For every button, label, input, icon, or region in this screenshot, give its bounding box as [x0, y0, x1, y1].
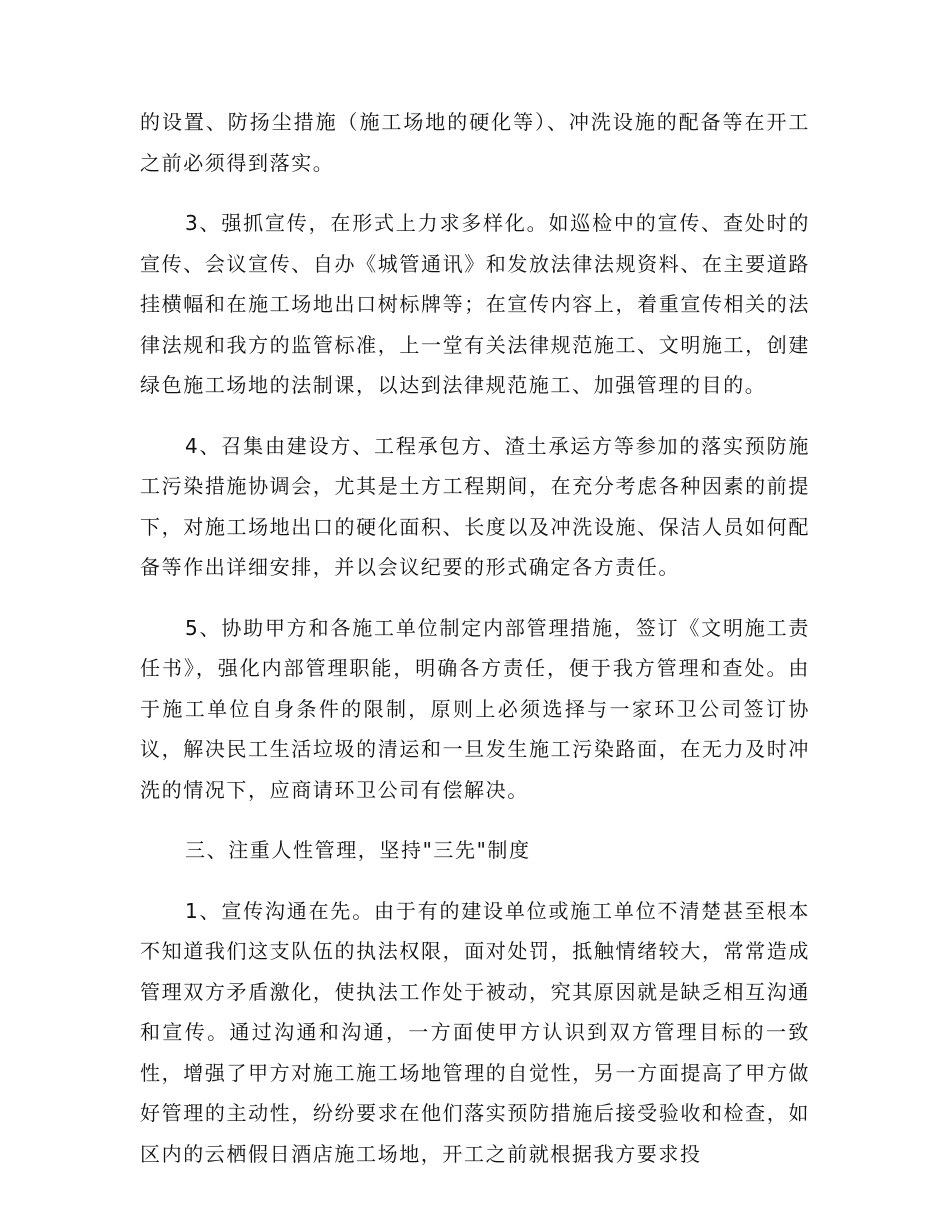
paragraph-item-5-internal-management: 5、协助甲方和各施工单位制定内部管理措施，签订《文明施工责任书》，强化内部管理职能，明确各方责任，便于我方管理和查处。由于施工单位自身条件的限制，原则上必须选择与一家环卫公司签订协议，解决民工生活垃圾的清运和一旦发生施工污染路面，在无力及时冲洗的情况下，应商请环卫公司有偿解决。 [140, 615, 810, 802]
paragraph-item-3-publicity: 3、强抓宣传，在形式上力求多样化。如巡检中的宣传、查处时的宣传、会议宣传、自办《城管通讯》和发放法律法规资料、在主要道路挂横幅和在施工场地出口树标牌等；在宣传内容上，着重宣传相关的法律法规和我方的监管标准，上一堂有关法律规范施工、文明施工，创建绿色施工场地的法制课，以达到法律规范施工、加强管理的目的。 [140, 211, 810, 397]
paragraph-item-1-communication: 1、宣传沟通在先。由于有的建设单位或施工单位不清楚甚至根本不知道我们这支队伍的执法权限，面对处罚，抵触情绪较大，常常造成管理双方矛盾激化，使执法工作处于被动，究其原因就是缺乏相互沟通和宣传。通过沟通和沟通，一方面使甲方认识到双方管理目标的一致性，增强了甲方对施工施工场地管理的自觉性，另一方面提高了甲方做好管理的主动性，纷纷要求在他们落实预防措施后接受验收和检查，如区内的云栖假日酒店施工场地，开工之前就根据我方要求投 [140, 898, 810, 1166]
document-body [140, 102, 810, 1194]
paragraph-continuation: 的设置、防扬尘措施（施工场地的硬化等）、冲洗设施的配备等在开工之前必须得到落实。 [140, 110, 810, 175]
paragraph-item-4-coordination-meeting: 4、召集由建设方、工程承包方、渣土承运方等参加的落实预防施工污染措施协调会，尤其是土方工程期间，在充分考虑各种因素的前提下，对施工场地出口的硬化面积、长度以及冲洗设施、保洁人员如何配备等作出详细安排，并以会议纪要的形式确定各方责任。 [140, 433, 810, 579]
section-heading-three: 三、注重人性管理，坚持"三先"制度 [185, 838, 531, 862]
